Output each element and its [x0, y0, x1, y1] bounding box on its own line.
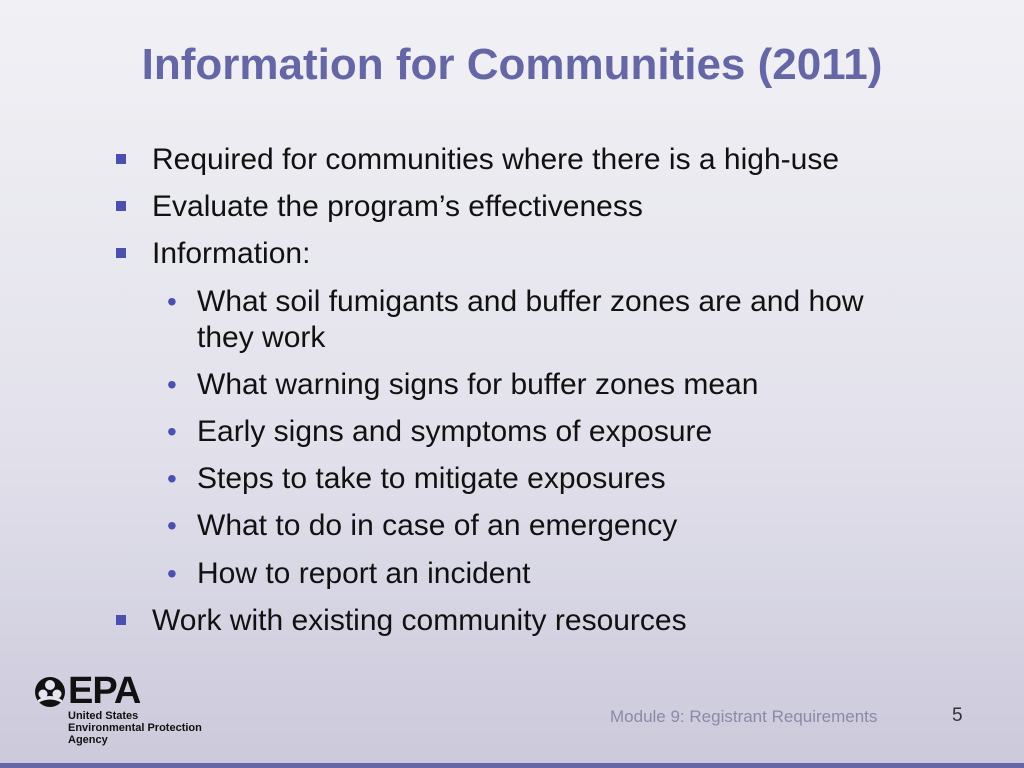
epa-flower-icon: [34, 676, 66, 708]
square-bullet-icon: [116, 615, 126, 625]
logo-line-1: United States: [68, 710, 139, 722]
dot-bullet-icon: •: [167, 286, 177, 317]
logo-wordmark: EPA: [68, 670, 141, 712]
epa-logo: [34, 670, 234, 746]
sub-list-item-continuation: they work: [197, 321, 326, 354]
dot-bullet-icon: •: [167, 510, 177, 541]
list-item: Information:: [152, 236, 310, 272]
footer-module-label: Module 9: Registrant Requirements: [610, 707, 878, 726]
dot-bullet-icon: •: [167, 463, 177, 494]
dot-bullet-icon: •: [167, 558, 177, 589]
dot-bullet-icon: •: [167, 416, 177, 447]
slide-title: Information for Communities (2011): [141, 40, 883, 89]
logo-line-2: Environmental Protection: [68, 722, 202, 734]
list-item: Required for communities where there is a high-use: [152, 142, 839, 178]
bottom-accent-bar: [0, 763, 1024, 768]
list-item: Work with existing community resources: [152, 603, 687, 639]
sub-list-item: • How to report an incident: [167, 557, 531, 590]
square-bullet-icon: [116, 154, 126, 164]
square-bullet-icon: [116, 248, 126, 258]
page-number: 5: [952, 705, 963, 726]
sub-list-item: • Steps to take to mitigate exposures: [167, 462, 666, 495]
square-bullet-icon: [116, 201, 126, 211]
list-item: Evaluate the program’s effectiveness: [152, 189, 643, 225]
dot-bullet-icon: •: [167, 369, 177, 400]
sub-list-item: • What soil fumigants and buffer zones are and how: [167, 285, 864, 318]
logo-line-3: Agency: [68, 734, 108, 746]
sub-list-item: • Early signs and symptoms of exposure: [167, 415, 713, 448]
sub-list-item: • What warning signs for buffer zones mean: [167, 368, 759, 401]
sub-list-item: • What to do in case of an emergency: [167, 509, 678, 542]
